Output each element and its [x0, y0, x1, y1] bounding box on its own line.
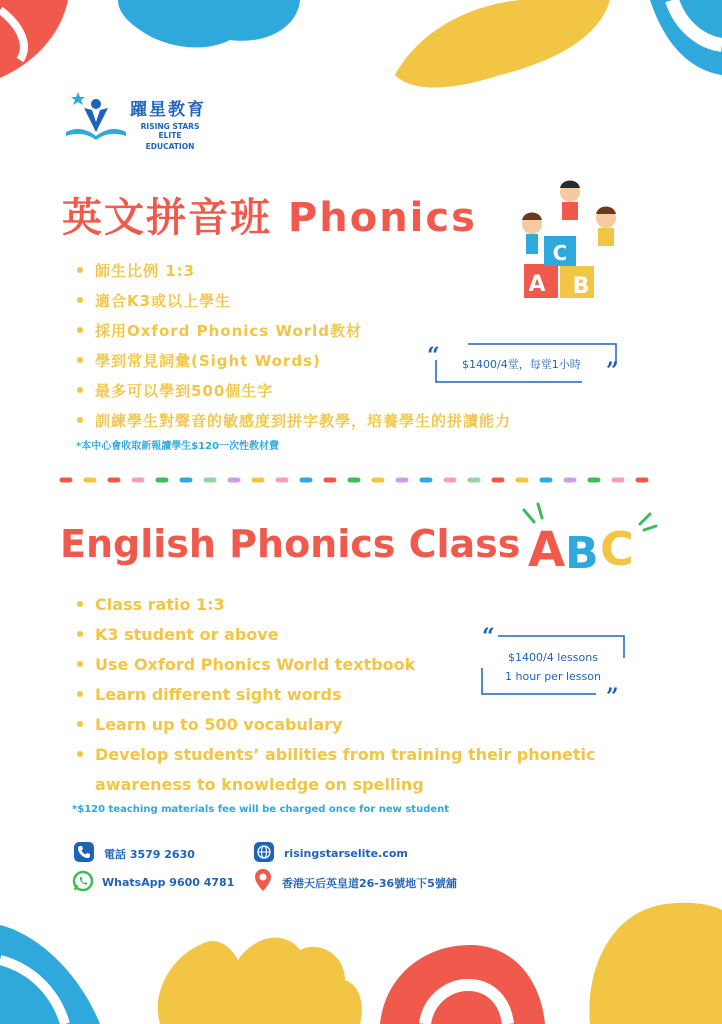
english-price-line1: $1400/4 lessons: [508, 651, 598, 664]
location-pin-icon: [254, 868, 272, 892]
list-item: 訓練學生對聲音的敏感度到拼字教學，培養學生的拼讀能力: [75, 406, 511, 436]
abc-letter-b: B: [565, 528, 599, 579]
whatsapp-number[interactable]: WhatsApp 9600 4781: [102, 876, 235, 889]
phone-number[interactable]: 電話 3579 2630: [104, 848, 195, 861]
phone-icon: [74, 842, 94, 862]
block-letter-b: B: [572, 274, 590, 299]
open-quote-icon: “: [482, 624, 495, 650]
logo-text: [130, 100, 210, 151]
open-quote-icon: “: [427, 343, 440, 369]
chinese-price: $1400/4堂，每堂1小時: [462, 358, 581, 371]
whatsapp-icon: [72, 870, 94, 892]
logo-name-zh: 躍星教育: [130, 100, 206, 120]
abc-letter-c: C: [600, 522, 634, 576]
block-letter-c: C: [552, 241, 568, 265]
logo-name-en-line1: RISING STARS ELITE: [140, 122, 200, 140]
chinese-title: 英文拼音班 Phonics: [62, 195, 477, 241]
english-title: English Phonics Class: [60, 522, 521, 566]
list-item: 師生比例 1:3: [75, 256, 511, 286]
globe-icon: [254, 842, 274, 862]
english-price-line2: 1 hour per lesson: [505, 670, 601, 683]
block-letter-a: A: [528, 272, 546, 297]
list-item: 適合K3或以上學生: [75, 286, 511, 316]
list-item: 採用Oxford Phonics World教材: [75, 316, 511, 346]
website-link[interactable]: risingstarselite.com: [284, 847, 408, 860]
list-item: K3 student or above: [75, 620, 655, 650]
logo-icon: [64, 88, 128, 144]
address: 香港天后英皇道26-36號地下5號舖: [282, 877, 457, 890]
english-fee-note: *$120 teaching materials fee will be charged once for new student: [72, 804, 450, 815]
list-item: 最多可以學到500個生字: [75, 376, 511, 406]
close-quote-icon: ”: [606, 684, 619, 710]
list-item: Learn up to 500 vocabulary: [75, 710, 655, 740]
list-item: 學到常見詞彙(Sight Words): [75, 346, 511, 376]
logo-name-en-line2: EDUCATION: [145, 142, 195, 151]
list-item: Develop students’ abilities from training their phonetic awareness to knowledge on spelling: [75, 740, 655, 800]
list-item: Class ratio 1:3: [75, 590, 655, 620]
chinese-fee-note: *本中心會收取新報讀學生$120一次性教材費: [76, 441, 280, 452]
list-item: Use Oxford Phonics World textbook: [75, 650, 655, 680]
list-item: Learn different sight words: [75, 680, 655, 710]
section-divider: [58, 476, 658, 484]
close-quote-icon: ”: [606, 358, 619, 384]
abc-letter-a: A: [528, 522, 566, 578]
